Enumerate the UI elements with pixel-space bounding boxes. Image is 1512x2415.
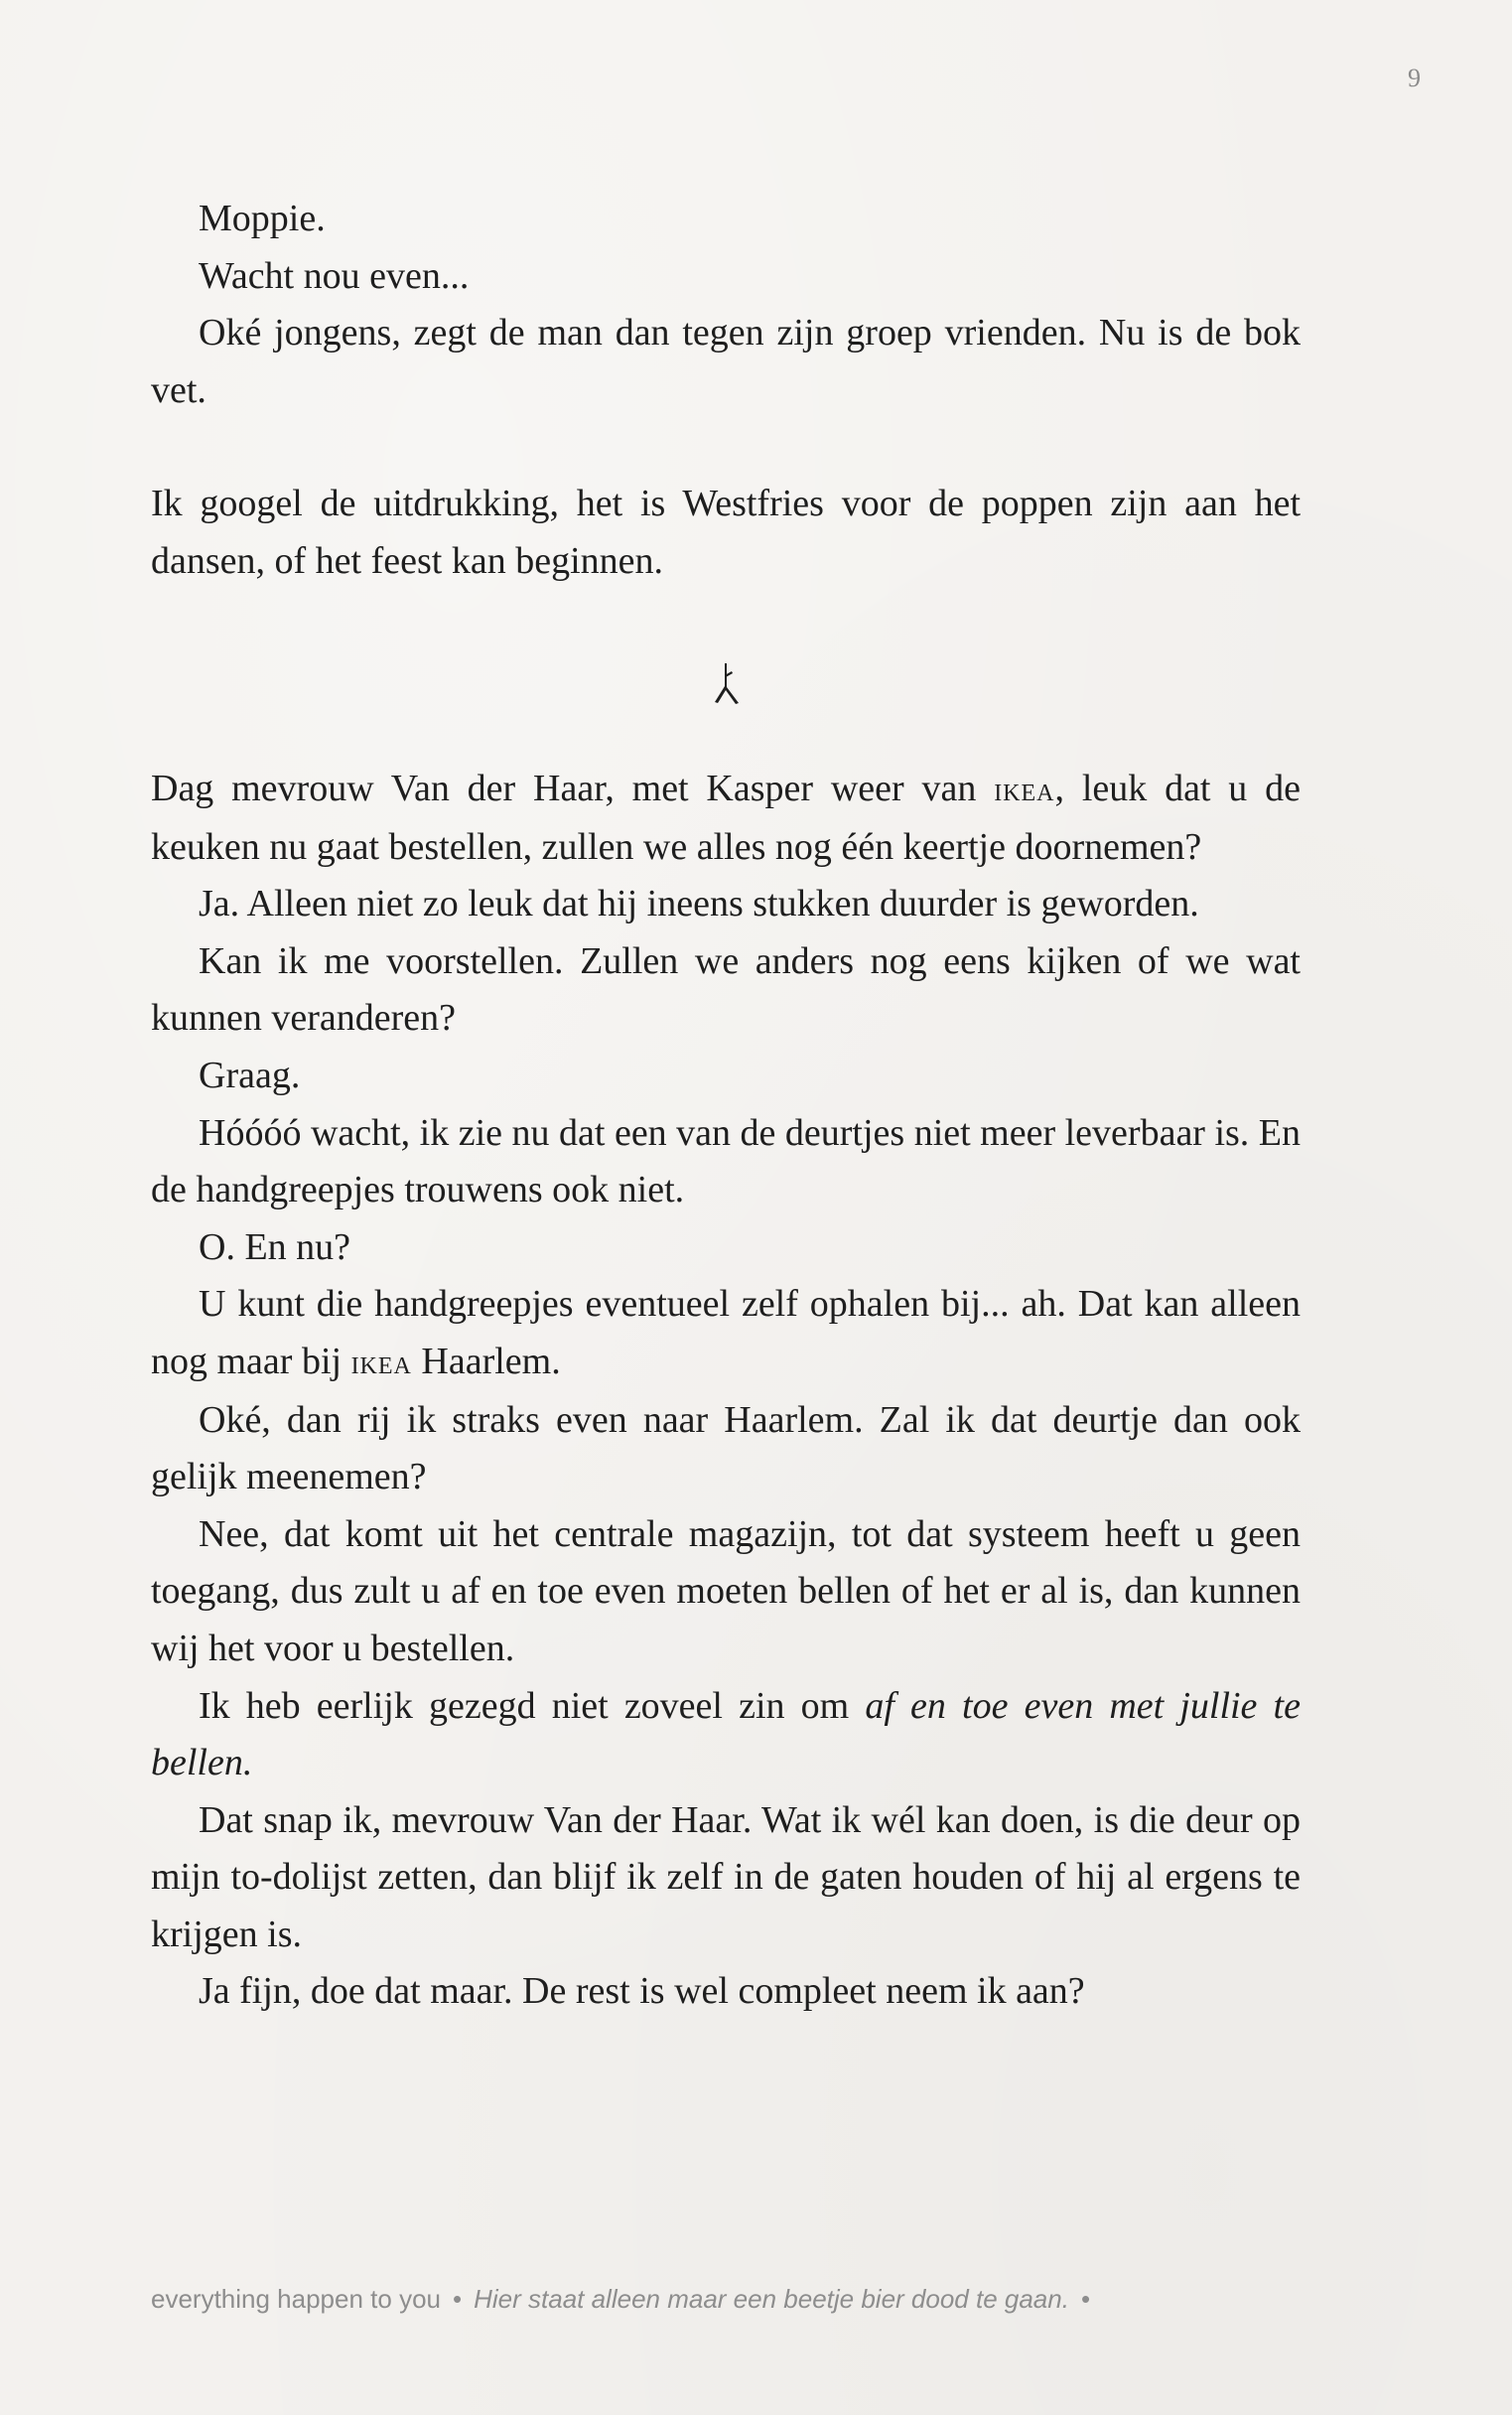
section-break-ornament-icon — [708, 659, 748, 709]
footer-title: everything happen to you — [151, 2284, 441, 2314]
paragraph: Oké, dan rij ik straks even naar Haarlem. Zal ik dat deurtje dan ook gelijk meenemen? — [151, 1398, 1301, 1498]
page-footer — [151, 2284, 1102, 2315]
text-block-narration — [151, 476, 1301, 590]
paragraph: Ja fijn, doe dat maar. De rest is wel compleet neem ik aan? — [199, 1970, 1085, 2013]
paragraph: Oké jongens, zegt de man dan tegen zijn groep vrienden. Nu is de bok vet. — [151, 312, 1301, 411]
paragraph: Ik heb eerlijk gezegd niet zoveel zin om af en toe even met jullie te bellen. — [151, 1684, 1301, 1784]
footer-quote: Hier staat alleen maar een beetje bier dood te gaan. — [474, 2284, 1069, 2314]
bullet-separator: • — [1080, 2284, 1091, 2314]
paragraph: U kunt die handgreepjes eventueel zelf ophalen bij... ah. Dat kan alleen nog maar bij ikea Haarlem. — [151, 1283, 1301, 1382]
text-block-dialogue-2 — [151, 761, 1301, 2021]
paragraph: Dat snap ik, mevrouw Van der Haar. Wat ik wél kan doen, is die deur op mijn to-dolijst zetten, dan blijf ik zelf in de gaten houden of hij al ergens te krijgen is. — [151, 1798, 1301, 1955]
brand-name: ikea — [350, 1344, 412, 1381]
paragraph: O. En nu? — [199, 1225, 351, 1268]
brand-name: ikea — [994, 772, 1055, 808]
paragraph: Moppie. — [199, 198, 326, 239]
paragraph: Ik googel de uitdrukking, het is Westfries voor de poppen zijn aan het dansen, of het feest kan beginnen. — [151, 483, 1301, 582]
emphasis: af en toe even met jullie te bellen. — [151, 1684, 1301, 1784]
page-number: 9 — [1408, 64, 1421, 92]
paragraph: Graag. — [199, 1054, 301, 1096]
bullet-separator: • — [453, 2284, 463, 2314]
paragraph: Nee, dat komt uit het centrale magazijn, tot dat systeem heeft u geen toegang, dus zult u af en toe even moeten bellen of het er al is, dan kunnen wij het voor u bestellen. — [151, 1512, 1301, 1669]
text-block-dialogue-1 — [151, 191, 1301, 419]
paragraph: Ja. Alleen niet zo leuk dat hij ineens stukken duurder is geworden. — [199, 883, 1199, 925]
paragraph: Wacht nou even... — [199, 254, 470, 297]
paragraph: Kan ik me voorstellen. Zullen we anders nog eens kijken of we wat kunnen veranderen? — [151, 939, 1301, 1040]
paragraph: Hóóóó wacht, ik zie nu dat een van de deurtjes niet meer leverbaar is. En de handgreepjes trouwens ook niet. — [151, 1111, 1302, 1211]
paragraph: Dag mevrouw Van der Haar, met Kasper weer van ikea, leuk dat u de keuken nu gaat bestellen, zullen we alles nog één keertje doornemen? — [151, 768, 1301, 868]
